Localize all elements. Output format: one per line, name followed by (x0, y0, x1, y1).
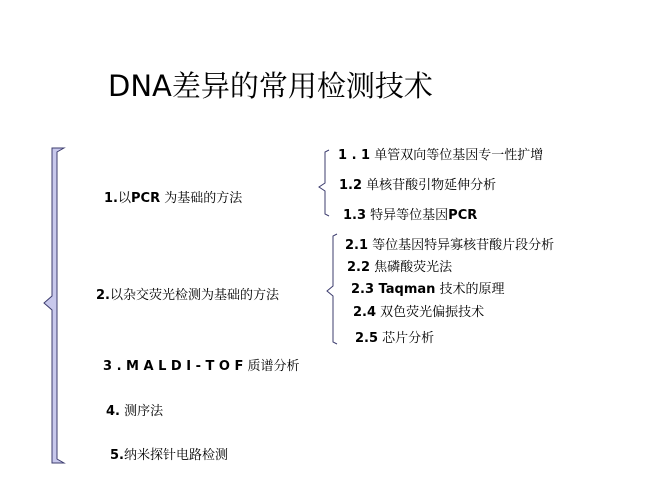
hybrid-subitem-2: 2.2 焦磷酸荧光法 (347, 260, 453, 275)
hybrid-subitem-5: 2.5 芯片分析 (355, 331, 435, 346)
hybrid-sub-bracket (327, 234, 337, 344)
pcr-subitem-2: 1.2 单核苷酸引物延伸分析 (339, 178, 497, 193)
pcr-sub-bracket (319, 150, 329, 216)
hybrid-subitem-4: 2.4 双色荧光偏振技术 (353, 305, 485, 320)
pcr-subitem-3: 1.3 特异等位基因PCR (343, 208, 478, 223)
main-item-3: 3 . M A L D I - T O F 质谱分析 (103, 359, 300, 374)
main-item-1: 1.以PCR 为基础的方法 (104, 191, 243, 206)
main-bracket (44, 148, 64, 463)
main-item-2: 2.以杂交荧光检测为基础的方法 (96, 288, 279, 303)
pcr-subitem-1: 1 . 1 单管双向等位基因专一性扩增 (338, 148, 544, 163)
main-item-5: 5.纳米探针电路检测 (110, 448, 228, 463)
main-item-4: 4. 测序法 (106, 404, 164, 419)
page-title: DNA差异的常用检测技术 (108, 69, 433, 103)
hybrid-subitem-3: 2.3 Taqman 技术的原理 (351, 282, 505, 297)
hybrid-subitem-1: 2.1 等位基因特异寡核苷酸片段分析 (345, 238, 555, 253)
